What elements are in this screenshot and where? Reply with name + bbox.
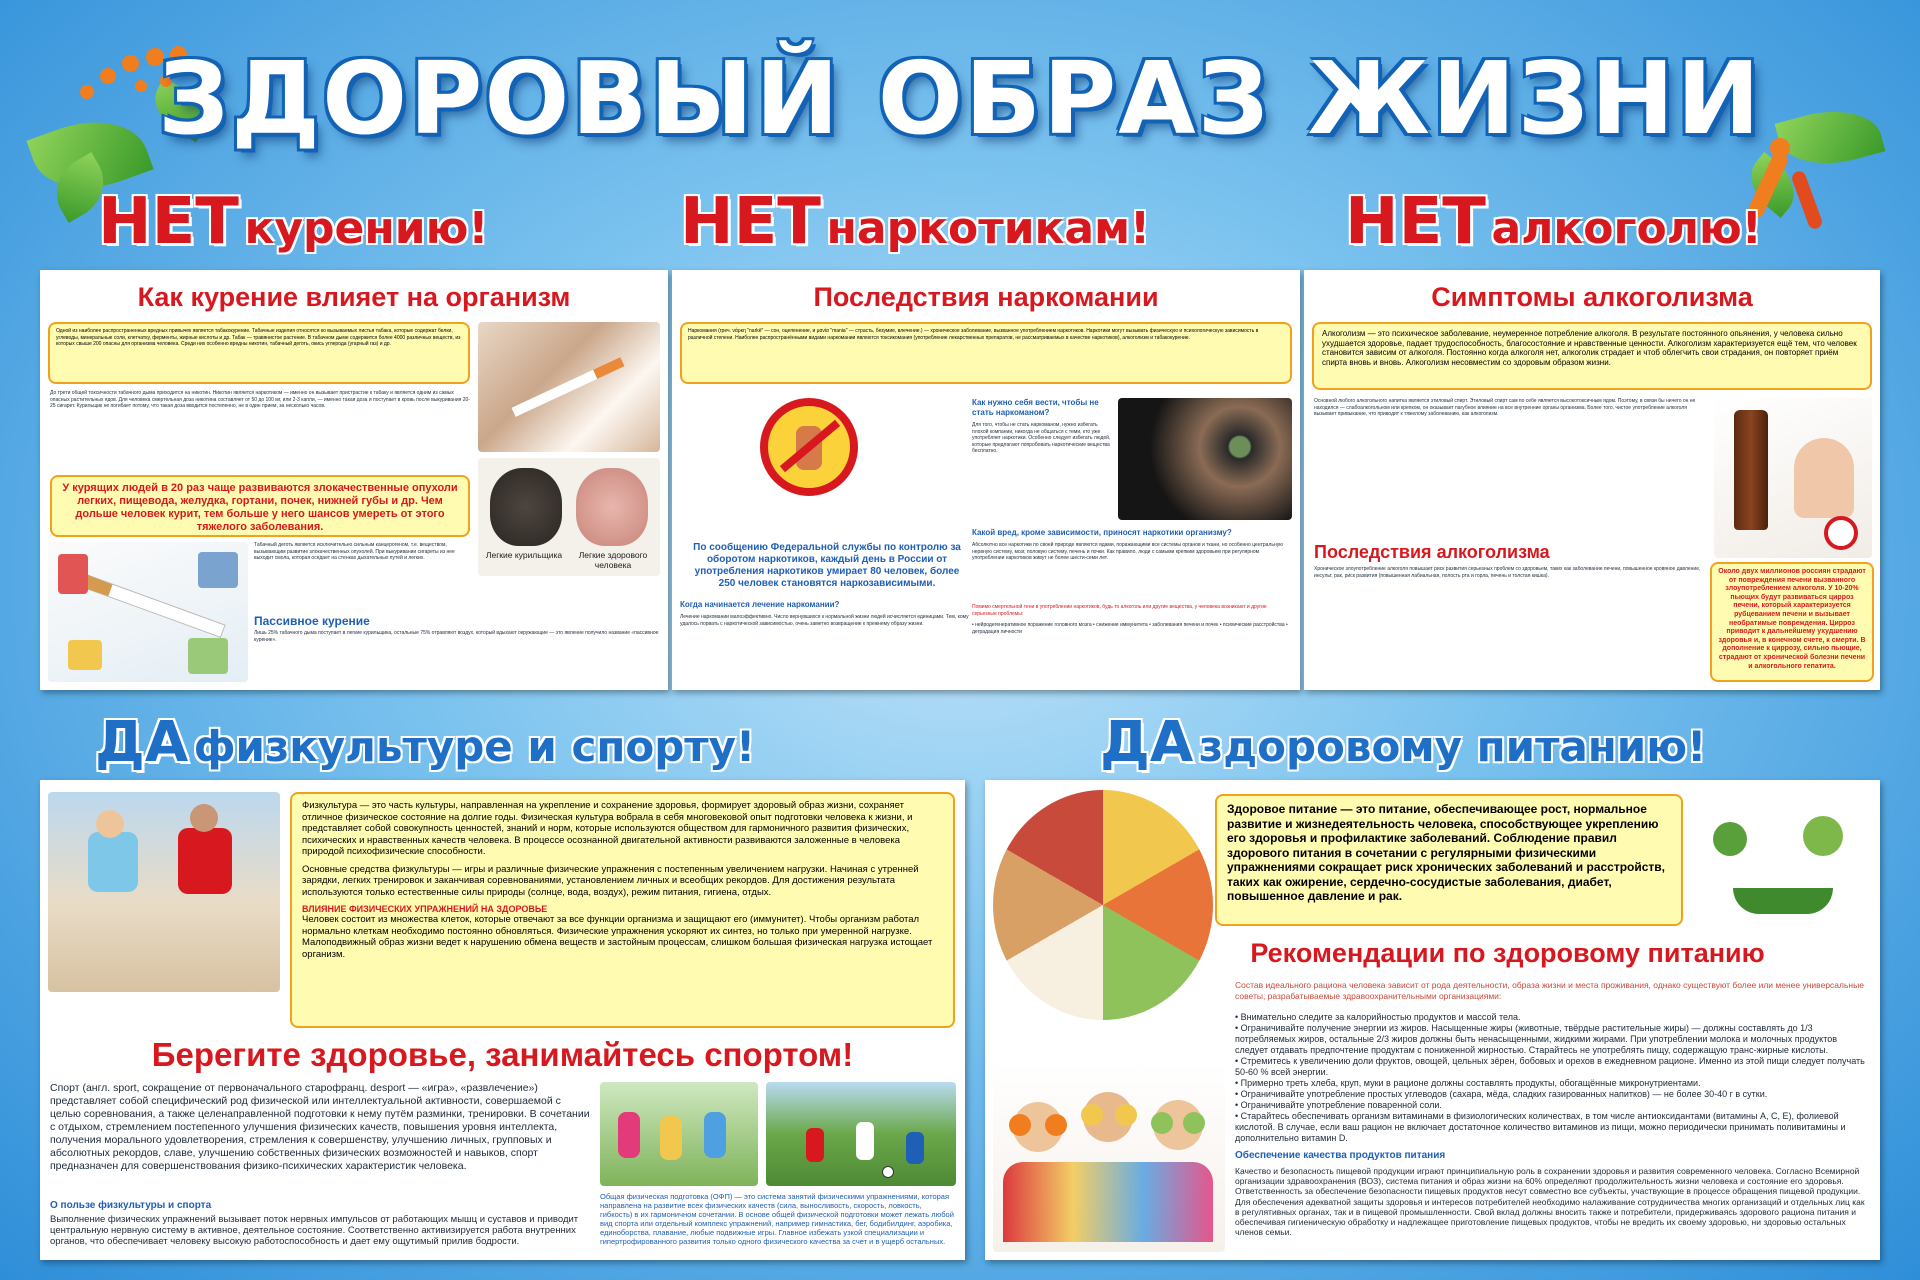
panel-sport [40, 780, 965, 1260]
ofp-text: Общая физическая подготовка (ОФП) — это система занятий физическими упражнениями, которая направлена на развитие всех физических качеств (сила, выносливость, скорость, ловкость, гибкость) в их гармоничном сочетании. В основе общей физической подготовки может лежать любой вид спорта или отдельный комплекс упражнений, например гимнастика, бег, бодибилдинг, аэробика, единоборства, плавание, любые подвижные игры. Главное избежать узкой специализации и гипертрофированного развития только одного физического качества за счет и в ущерб остальных. [600, 1192, 954, 1246]
healthy-food-box [1215, 794, 1683, 926]
recommendations-subtitle: Состав идеального рациона человека зависит от рода деятельности, образа жизни и места проживания, однако существуют более или менее универсальные советы, разрабатываемые здравоохранительными организациями: [1235, 980, 1864, 1001]
intro-text: Одной из наиболее распространенных вредных привычек является табакокурение. Табачные изделия относятся ко вызываемых листья табака, которые содержат белки, углеводы, минеральные соли, клетчатку, ферменты, жирные кислоты и др. Табак — травянистое растение. В табачном дыме содержится более 4000 различных веществ, из которых свыше 200 опасны для организма человека. Среди них особенно вредны никотин, табачный деготь, окись углерода (угарный газ) и др. [56, 328, 461, 347]
slogan-sport-text: физкультуре и спорту! [193, 722, 756, 771]
panel-alcohol [1304, 270, 1880, 690]
passive-title: Пассивное курение [254, 614, 370, 628]
question-2: Какой вред, кроме зависимости, приносят наркотики организму? [972, 528, 1232, 537]
slogan-yes-food [1100, 710, 1706, 775]
runners-photo [48, 792, 280, 992]
panel-smoking [40, 270, 668, 690]
intro-text: Алкоголизм — это психическое заболевание, неумеренное потребление алкоголя. В результате постоянного опьянения, у человека сильно ухудшается здоровье, падает трудоспособность, благосостояние и нравственные ценности. Алкоголизм характеризуется ещё тем, что человек становится зависим от алкоголя. Постоянно когда алкоголя нет, алкоголик страдает и чтоб облегчить свои страдания, он повторяет приём спирта вновь и вновь. Алкоголизм несовместим со здоровым образом жизни. [1322, 329, 1857, 367]
physical-culture-box [290, 792, 955, 1028]
sport-definition: Спорт (англ. sport, сокращение от первоначального старофранц. desport — «игра», «развлечение») представляет собой специфический род физической или интеллектуальной активности, совершаемой с целью соревнования, а также целенаправленной подготовки к нему путём разминки, тренировки. В сочетании с отдыхом, стремлением постепенного улучшения физических качеств, повышения уровня интеллекта, получения морального удовлетворения, стремления к совершенству, улучшению личных, групповых и абсолютных рекордов, славе, улучшению собственных физических возможностей и навыков, спорт предназначен для совершенствования физико-психических характеристик человека. [50, 1082, 590, 1172]
benefit-title: О пользе физкультуры и спорта [50, 1200, 212, 1211]
benefit-text: Выполнение физических упражнений вызывает поток нервных импульсов от работающих мышц и суставов и приводит центральную нервную систему в активное, деятельное состояние. Соответственно активизируется работа внутренних органов, что обеспечивает человеку высокую работоспособность и дает ему ощутимый прилив бодрости. [50, 1214, 579, 1247]
panel-food [985, 780, 1880, 1260]
tip-item: • Ограничивайте употребление поваренной соли. [1235, 1100, 1442, 1110]
slogan-no-smoking [98, 185, 488, 259]
slogan-no-alcohol [1345, 185, 1762, 259]
consequences-text: Хроническое злоупотребление алкоголя повышает риск развития серьезных проблем со здоровьем, таких как заболевание печени, повышенное кровяное давление, инсульт, рак, риск развития (повышенная лабиальная, полость рта и горла, печень и толстая кишка). [1314, 566, 1701, 579]
slogan-food-text: здоровому питанию! [1198, 722, 1707, 771]
vegetable-face-image [1693, 792, 1871, 932]
slogan-yes-word: ДА [1100, 710, 1194, 775]
question-1-text: Для того, чтобы не стать наркоманом, нужно избегать плохой компании, никогда не общаться с теми, кто уже употребляет наркотики. Особенно следует избегать людей, которые предлагают попробовать наркотические вещества бесплатно. [972, 422, 1111, 454]
question-1: Как нужно себя вести, чтобы не стать наркоманом? [972, 398, 1099, 417]
tip-item: • Старайтесь обеспечивать организм витаминами в физиологических количествах, в том числе антиоксидантами (витамины А, С, Е), фолиевой кислотой. В случае, если ваш рацион не включает достаточное количество витаминов из пищи, можно периодически принимать поливитамины и дополнительно витамин D. [1235, 1111, 1846, 1143]
liver-statistic-text: Около двух миллионов россиян страдают от повреждения печени вызванного злоупотреблением алкоголя. У 10-20% пьющих будут развиваться цирроз печени, который характеризуется рубцеванием печени и вызывает необратимые повреждения. Цирроз приводит к дальнейшему ухудшению здоровья и, в конечном счете, к смерти. В дополнение к циррозу, сильно пьющие, страдают от хронической болезни печени и алкогольного гепатита. [1718, 568, 1866, 670]
slogan-yes-word: ДА [95, 710, 189, 775]
panel-title: Последствия наркомании [813, 282, 1159, 312]
consequences-list: • нейродегенеративное поражение головного мозга • снижение иммунитета • заболевания печени и почек • психические расстройства • деградация личности [972, 622, 1288, 635]
intro-box [1312, 322, 1872, 390]
quality-title: Обеспечение качества продуктов питания [1235, 1150, 1446, 1161]
tip-item: • Примерно треть хлеба, круп, муки в рационе должны составлять продукты, обогащённые микронутриентами. [1235, 1078, 1701, 1088]
liver-statistic-box [1710, 562, 1874, 682]
lungs-photo [478, 458, 660, 576]
recommendations-list [1235, 1012, 1867, 1147]
bottle-refusal-photo [1714, 398, 1872, 558]
tip-item: • Ограничивайте получение энергии из жиров. Насыщенные жиры (животные, твёрдые растительные жиры) — должны составлять до 1/3 потребляемых жиров, остальные 2/3 жиров должны быть ненасыщенными, жидкими жирами. При употреблении молока и молочных продуктов следует отдавать предпочтение продуктам с пониженной жирностью. Старайтесь не употреблять пищу, содержащую транс-жирные кислоты. [1235, 1023, 1838, 1055]
smoking-diagram-image [48, 542, 248, 682]
healthy-food-text: Здоровое питание — это питание, обеспечивающее рост, нормальное развитие и жизнедеятельность человека, способствующее укреплению его здоровья и профилактике заболеваний. Соблюдение правил здорового питания в сочетании с регулярными физическими упражнениями сокращает риск хронических заболеваний и расстройств, таких как ожирение, сердечно-сосудистые заболевания, диабет, повышенное давление и рак. [1227, 802, 1666, 903]
slogan-drugs-text: наркотикам! [826, 203, 1151, 254]
panel-drugs [672, 270, 1300, 690]
cigarette-photo [478, 322, 660, 452]
sport-headline: Берегите здоровье, занимайтесь спортом! [151, 1036, 854, 1073]
physical-culture-text: Физкультура — это часть культуры, направленная на укрепление и сохранение здоровья, формирует здоровый образ жизни, сохраняет отличное физическое состояние на долгие годы. Физическая культура вобрала в себя многовековой опыт подготовки человека к жизни, и представляет собой совокупность ценностей, знаний и норм, которые используются обществом для гармоничного развития физических, психических и нравственных качеств человека. В процессе осознанной двигательной активности развиваются заложенные в человека природой психофизические способности. [302, 800, 913, 857]
slogan-no-word: НЕТ [98, 185, 239, 259]
tip-item: • Стремитесь к увеличению доли фруктов, овощей, цельных зёрен, бобовых и орехов в ежедневном рационе. Именно из этой пищи следует получать 50-60 % всей энергии. [1235, 1056, 1865, 1077]
tip-item: • Ограничивайте употребление простых углеводов (сахара, мёда, сладких газированных напитков) — не более 30-40 г в сутки. [1235, 1089, 1768, 1099]
slogan-no-word: НЕТ [1345, 185, 1486, 259]
influence-title: ВЛИЯНИЕ ФИЗИЧЕСКИХ УПРАЖНЕНИЙ НА ЗДОРОВЬЕ [302, 904, 548, 914]
food-wheel-image [993, 790, 1213, 1020]
slogan-no-drugs [680, 185, 1150, 259]
body-text: Основной любого алкогольного напитка является этиловый спирт. Этиловый спирт сам по себе является высокотоксичным ядом. Поэтому, в связи бы ничего он не находился — слабоалкогольном или крепком, он оказывает пагубное влияние на все внутренние органы организма. Более того, чистое употребление алкоголя вызывает привыкание, что приводит к тяжелому заболеванию, как алкоголизм. [1314, 398, 1696, 417]
intro-box [48, 322, 470, 384]
kids-fruit-photo [993, 1062, 1225, 1252]
question-3: Когда начинается лечение наркомании? [680, 600, 840, 609]
panel-title: Симптомы алкоголизма [1431, 282, 1753, 312]
intro-box [680, 322, 1292, 384]
intro-text: Наркомания (греч. νάρκη "narkē" — сон, оцепенение, и μανία "mania" — страсть, безумие, влечение.) — хроническое заболевание, вызванное употреблением наркотиков. Наркотики могут вызывать физическую и психологическую зависимость в различной степени. Наиболее распространёнными видами наркомании являются токсикомания (употребление лекарственных препаратов, не рассматриваемых в качестве наркотиков), алкоголизм и табакокурение. [688, 328, 1259, 341]
poster-title: ЗДОРОВЫЙ ОБРАЗ ЖИЗНИ [157, 40, 1763, 157]
passive-text: Лишь 25% табачного дыма поступает в легкие курильщика, остальные 75% отравляют воздух, который вдыхают окружающие — это явление получило название «пассивное курение». [254, 630, 659, 643]
slogan-yes-sport [95, 710, 755, 775]
warning-box [50, 475, 470, 537]
quality-text: Качество и безопасность пищевой продукции играют принципиальную роль в сохранении здоровья и развития современного человека. Согласно Всемирной организации здравоохранения (ВОЗ), система питания и образ жизни на 60% определяют продолжительность жизни человека и состояние его здоровья. Ответственность за обеспечение безопасности пищевых продуктов несут совместно все субъекты, участвующие в процессе обращения пищевой продукции. Для обеспечения адекватной защиты здоровья и интересов потребителей необходимо налаживание сотрудничества многих организаций и отдельных лиц как в регулятивных органах, так и в пищевой промышленности. Свой вклад должны вносить также и потребители, придерживаясь здорового рациона питания и обеспечивая гигиеническую обработку и надлежащее приготовление пищевых продуктов, чтобы не вредить их своему здоровью, ни здоровью остальных членов семьи. [1235, 1166, 1865, 1238]
panel-title: Как курение влияет на организм [137, 282, 571, 312]
slogan-no-word: НЕТ [680, 185, 821, 259]
body-text-2: Табачный деготь является исключительно сильным канцерогеном, т.е. веществом, вызывающим развитие злокачественных опухолей. При выкуривании сигареты из нее выходит смола, которая оседает на стенках дыхательных путей и легких. [254, 542, 455, 561]
question-3-text: Лечение наркомании малоэффективно. Число вернувшихся к нормальной жизни людей исчисляется единицами. Тем, кому удалось порвать с наркотической зависимостью, очень заметно возвращение к прежнему образу жизни. [680, 614, 969, 627]
recommendations-title: Рекомендации по здоровому питанию [1250, 938, 1765, 968]
tip-item: • Внимательно следите за калорийностью продуктов и массой тела. [1235, 1012, 1521, 1022]
question-2-text: Абсолютно все наркотики по своей природе являются ядами, поражающими все системы органов и ткани, но особенно центральную нервную систему, мозг, половую систему, печень и почки. Как правило, люди с самыми крепким здоровьем при регулярном употреблении наркотиков живут не более шести-семи лет. [972, 542, 1283, 561]
warning-text: У курящих людей в 20 раз чаще развиваются злокачественные опухоли легких, пищевода, желудка, гортани, почек, нижней губы и др. Чем дольше человек курит, тем больше у него шансов умереть от этого тяжелого заболевания. [62, 482, 458, 533]
no-drugs-icon [760, 398, 858, 496]
kids-football-photo [766, 1082, 956, 1186]
body-text: До трети общей токсичности табачного дыма приходится на никотин. Никотин является наркотиком — именно он вызывает пристрастие к табаку и является одним из самых опасных растительных ядов. Для человека смертельная доза никотина составляет от 50 до 100 мг, или 2-3 капли, — именно такая доза и поступает в кровь после выкуривания 20-25 сигарет. Курильщик не погибает потому, что такая доза вводится постепенно, не в один прием, за несколько часов. [50, 390, 470, 409]
question-4: Помимо смертельной тени в употреблении наркотиков, будь то алкоголь или другие вещества, у человека возникают и другие серьезные проблемы: [972, 604, 1267, 617]
death-statistic: По сообщению Федеральной службы по контролю за оборотом наркотиков, каждый день в России от употребления наркотиков умирает 80 человек, более 250 человек становятся наркозависимыми. [693, 542, 961, 589]
slogan-smoking-text: курению! [244, 203, 489, 254]
eye-syringe-photo [1118, 398, 1292, 520]
consequences-title: Последствия алкоголизма [1314, 542, 1550, 562]
slogan-alcohol-text: алкоголю! [1491, 203, 1762, 254]
lung-caption-smoker: Легкие курильщика [485, 550, 563, 560]
lung-caption-healthy: Легкие здорового человека [578, 550, 648, 570]
means-text: Основные средства физкультуры — игры и различные физические упражнения с постепенным увеличением нагрузки. Начиная с утренней зарядки, легких тренировок и заканчивая соревнованиями, установлением личных и всеобщих рекордов. Для достижения результата используются только естественные силы природы (солнце, вода, воздух), режим питания, гигиена, отдых. [302, 863, 919, 898]
influence-text: Человек состоит из множества клеток, которые отвечают за все функции организма и защищают его (иммунитет). Чтобы организм работал нормально клеткам необходимо постоянно обновляться. Физические упражнения ускоряют их синтез, но только при умеренной нагрузке. Малоподвижный образ жизни ведет к нарушению обмена веществ и застойным процессам, слишком большая физическая нагрузка истощает организм. [302, 914, 933, 960]
kids-exercise-photo [600, 1082, 758, 1186]
